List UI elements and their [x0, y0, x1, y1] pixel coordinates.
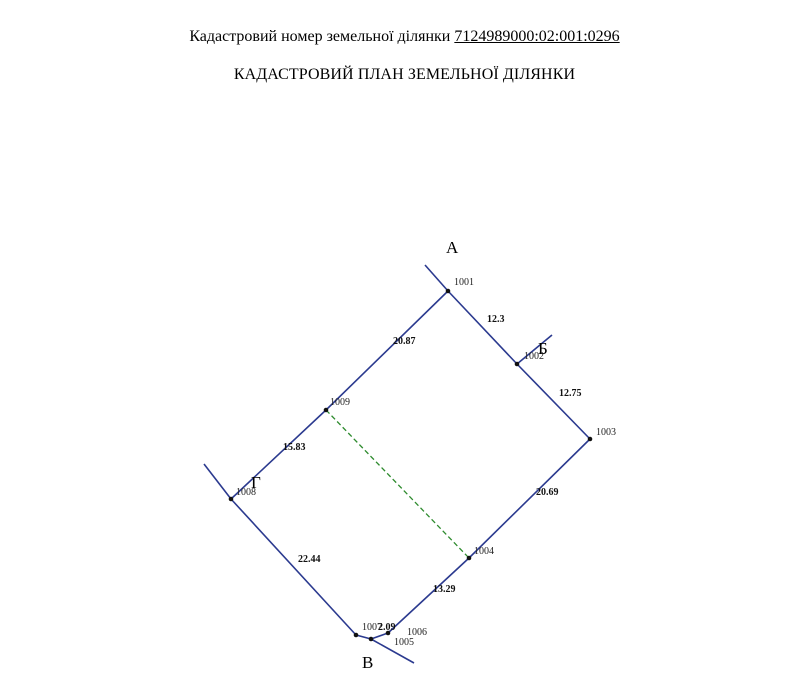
extension-line-a	[425, 265, 448, 291]
point-1004-marker	[467, 556, 472, 561]
point-1009-marker	[324, 408, 329, 413]
corner-label-g: Г	[251, 473, 261, 492]
point-1003-label: 1003	[596, 427, 616, 438]
point-1006-label: 1006	[407, 627, 427, 638]
easement-line-1009-1004	[326, 410, 469, 558]
cadastral-number-prefix: Кадастровий номер земельної ділянки	[189, 28, 451, 45]
point-1008-label: 1008	[236, 487, 256, 498]
distance-1004-1006: 13.29	[433, 584, 456, 595]
point-1002-label: 1002	[524, 351, 544, 362]
distance-1002-1003: 12.75	[559, 388, 582, 399]
plan-title: КАДАСТРОВИЙ ПЛАН ЗЕМЕЛЬНОЇ ДІЛЯНКИ	[233, 66, 576, 83]
distance-1007-1008: 22.44	[298, 554, 321, 565]
corner-label-b: Б	[538, 339, 548, 358]
point-1004-label: 1004	[474, 546, 494, 557]
point-1001-label: 1001	[454, 277, 474, 288]
segment-1001-1002	[448, 291, 517, 364]
boundary-lines	[204, 265, 590, 663]
point-1008-marker	[229, 497, 234, 502]
cadastral-number: 7124989000:02:001:0296	[454, 28, 620, 45]
point-1007-marker	[354, 633, 359, 638]
segment-1002-1003	[517, 364, 590, 439]
distance-1006-1007: 2.09	[378, 622, 396, 633]
corner-label-a: А	[446, 238, 459, 257]
distance-1003-1004: 20.69	[536, 487, 559, 498]
corner-label-v: В	[362, 653, 374, 672]
segment-1006-1005	[371, 633, 388, 639]
segment-1008-1009	[231, 410, 326, 499]
corner-labels	[251, 238, 548, 672]
point-labels	[236, 277, 616, 648]
segment-1009-1001	[326, 291, 448, 410]
extension-line-g	[204, 464, 231, 499]
distance-1001-1002: 12.3	[487, 314, 505, 325]
segment-1004-1006	[388, 558, 469, 633]
point-1007-label: 1007	[362, 622, 382, 633]
segment-1003-1004	[469, 439, 590, 558]
point-1005-marker	[369, 637, 374, 642]
segment-1005-1007	[356, 635, 371, 639]
distance-1009-1001: 20.87	[393, 336, 416, 347]
point-1001-marker	[446, 289, 451, 294]
point-1005-label: 1005	[394, 637, 414, 648]
segment-1007-1008	[231, 499, 356, 635]
point-1002-marker	[515, 362, 520, 367]
distance-1008-1009: 15.83	[283, 442, 306, 453]
point-1003-marker	[588, 437, 593, 442]
point-1009-label: 1009	[330, 397, 350, 408]
